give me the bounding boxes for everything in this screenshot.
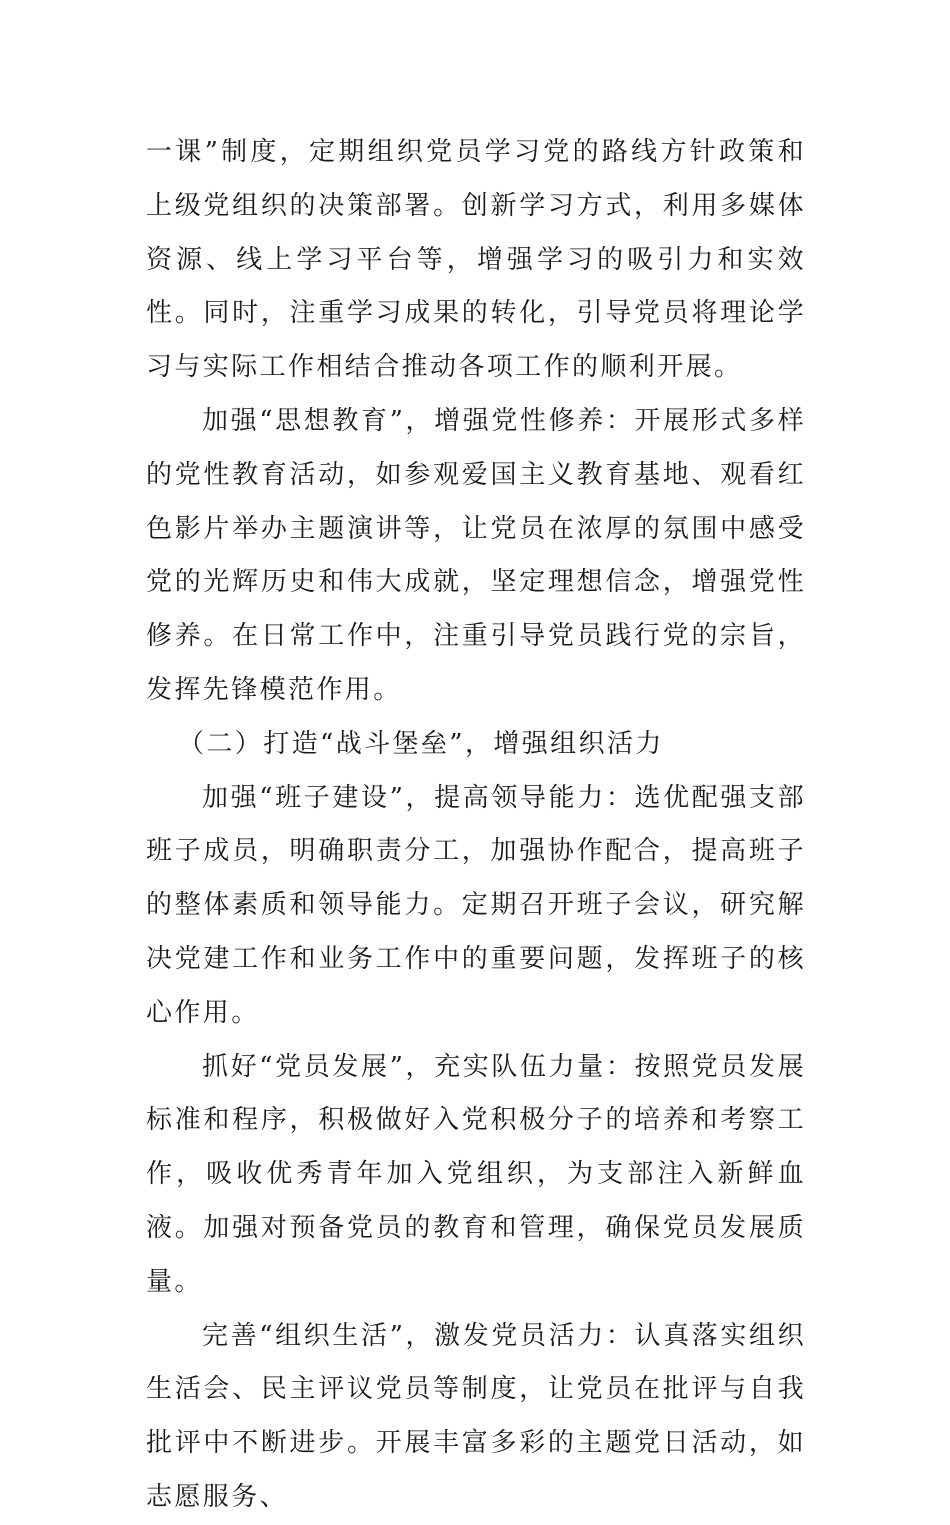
paragraph-member-development: 抓好“党员发展”，充实队伍力量：按照党员发展标准和程序，积极做好入党积极分子的培养和考察工作，吸收优秀青年加入党组织，为支部注入新鲜血液。加强对预备党员的教育和管理，确保党员发展质量。 xyxy=(146,1051,806,1297)
paragraph-team-building: 加强“班子建设”，提高领导能力：选优配强支部班子成员，明确职责分工，加强协作配合，提高班子的整体素质和领导能力。定期召开班子会议，研究解决党建工作和业务工作中的重要问题，发挥班子的核心作用。 xyxy=(146,782,806,1028)
section-heading-fortress: （二）打造“战斗堡垒”，增强组织活力 xyxy=(178,728,664,759)
paragraph-ideological-education: 加强“思想教育”，增强党性修养：开展形式多样的党性教育活动，如参观爱国主义教育基地、观看红色影片举办主题演讲等，让党员在浓厚的氛围中感受党的光辉历史和伟大成就，坚定理想信念，增强党性修养。在日常工作中，注重引导党员践行党的宗旨，发挥先锋模范作用。 xyxy=(146,405,806,705)
document-body xyxy=(146,126,806,1525)
paragraph-study-system: 一课”制度，定期组织党员学习党的路线方针政策和上级党组织的决策部署。创新学习方式，利用多媒体资源、线上学习平台等，增强学习的吸引力和实效性。同时，注重学习成果的转化，引导党员将理论学习与实际工作相结合推动各项工作的顺利开展。 xyxy=(146,137,806,383)
paragraph-organization-life: 完善“组织生活”，激发党员活力：认真落实组织生活会、民主评议党员等制度，让党员在批评与自我批评中不断进步。开展丰富多彩的主题党日活动，如志愿服务、 xyxy=(146,1320,806,1512)
